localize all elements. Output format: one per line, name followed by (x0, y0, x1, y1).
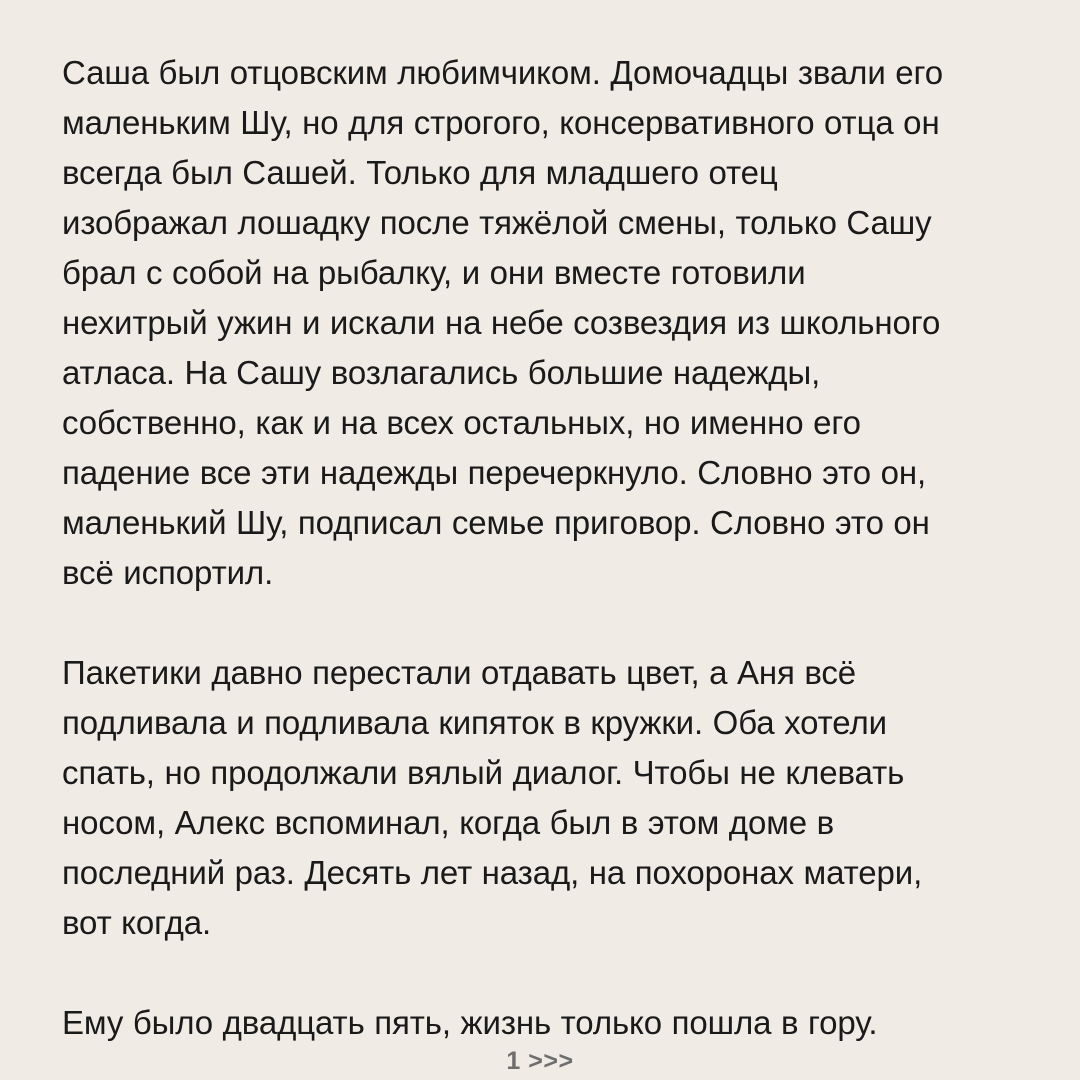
paragraph-1 (62, 48, 1028, 598)
text-line: Ему было двадцать пять, жизнь только пошла в гору. (62, 1004, 878, 1041)
story-text (62, 48, 1028, 1048)
text-line: падение все эти надежды перечеркнуло. Словно это он, (62, 454, 927, 491)
text-line: вот когда. (62, 904, 212, 941)
text-line: брал с собой на рыбалку, и они вместе готовили (62, 254, 806, 291)
text-line: маленьким Шу, но для строгого, консервативного отца он (62, 104, 940, 141)
text-line: изображал лошадку после тяжёлой смены, только Сашу (62, 204, 932, 241)
text-line: Пакетики давно перестали отдавать цвет, а Аня всё (62, 654, 857, 691)
text-line: последний раз. Десять лет назад, на похоронах матери, (62, 854, 923, 891)
paragraph-3 (62, 998, 1028, 1048)
text-line: атласа. На Сашу возлагались большие надежды, (62, 354, 821, 391)
text-line: маленький Шу, подписал семье приговор. Словно это он (62, 504, 930, 541)
text-line: подливала и подливала кипяток в кружки. Оба хотели (62, 704, 887, 741)
text-line: спать, но продолжали вялый диалог. Чтобы не клевать (62, 754, 905, 791)
page-indicator: 1 >>> (506, 1047, 574, 1075)
text-line: Саша был отцовским любимчиком. Домочадцы звали его (62, 54, 943, 91)
text-line: всё испортил. (62, 554, 274, 591)
text-line: собственно, как и на всех остальных, но именно его (62, 404, 861, 441)
text-line: носом, Алекс вспоминал, когда был в этом доме в (62, 804, 835, 841)
text-line: всегда был Сашей. Только для младшего отец (62, 154, 778, 191)
text-line: нехитрый ужин и искали на небе созвездия из школьного (62, 304, 941, 341)
paragraph-2 (62, 648, 1028, 948)
